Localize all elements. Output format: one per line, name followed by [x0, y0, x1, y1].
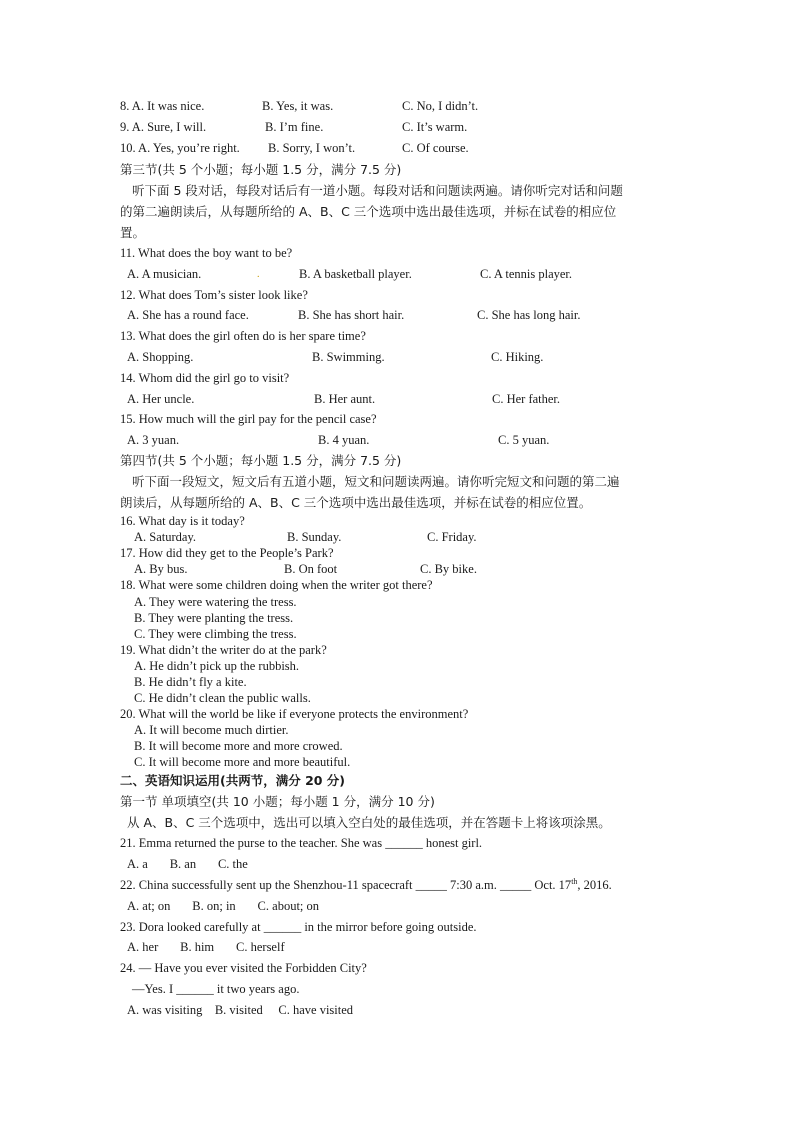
q14-option-b: B. Her aunt.	[314, 392, 376, 406]
q24-options: A. was visiting B. visited C. have visited	[127, 1003, 354, 1017]
part2-section1-title: 第一节 单项填空(共 10 小题；每小题 1 分，满分 10 分)	[120, 794, 435, 809]
q16-option-c: C. Friday.	[427, 530, 477, 544]
q20-question: 20. What will the world be like if everyone protects the environment?	[120, 707, 469, 721]
q11-question: 11. What does the boy want to be?	[120, 246, 293, 260]
q22-question-text: 22. China successfully sent up the Shenzhou-11 spacecraft _____ 7:30 a.m. _____ Oct. 17	[120, 878, 572, 892]
q10-option-c: C. Of course.	[402, 141, 469, 155]
q17-question: 17. How did they get to the People’s Park?	[120, 546, 334, 560]
part2-title: 二、英语知识运用(共两节，满分 20 分)	[120, 773, 346, 788]
q15-option-c: C. 5 yuan.	[498, 433, 550, 447]
q20-option-a: A. It will become much dirtier.	[134, 723, 289, 737]
section3-instructions-line1: 听下面 5 段对话，每段对话后有一道小题。每段对话和问题读两遍。请你听完对话和问题	[132, 183, 623, 198]
q15-option-a: A. 3 yuan.	[127, 433, 180, 447]
q22-question	[120, 877, 612, 893]
q17-option-c: C. By bike.	[420, 562, 477, 576]
section3-instructions-line3: 置。	[120, 225, 146, 240]
q18-option-b: B. They were planting the tress.	[134, 611, 294, 625]
q14-question: 14. Whom did the girl go to visit?	[120, 371, 290, 385]
q19-option-a: A. He didn’t pick up the rubbish.	[134, 659, 300, 673]
q21-question: 21. Emma returned the purse to the teacher. She was ______ honest girl.	[120, 836, 483, 850]
q9-option-c: C. It’s warm.	[402, 120, 468, 134]
q14-option-c: C. Her father.	[492, 392, 561, 406]
q11-option-c: C. A tennis player.	[480, 267, 573, 281]
q13-option-b: B. Swimming.	[312, 350, 385, 364]
q18-option-a: A. They were watering the tress.	[134, 595, 297, 609]
q20-option-b: B. It will become more and more crowed.	[134, 739, 343, 753]
q13-option-c: C. Hiking.	[491, 350, 544, 364]
q16-question: 16. What day is it today?	[120, 514, 245, 528]
q9-option-a: 9. A. Sure, I will.	[120, 120, 207, 134]
q16-option-a: A. Saturday.	[134, 530, 197, 544]
q22-question-tail: , 2016.	[577, 878, 612, 892]
q22-options: A. at; on B. on; in C. about; on	[127, 899, 320, 913]
q8-option-c: C. No, I didn’t.	[402, 99, 479, 113]
q21-options: A. a B. an C. the	[127, 857, 248, 871]
q24-question: 24. — Have you ever visited the Forbidden City?	[120, 961, 367, 975]
q12-option-a: A. She has a round face.	[127, 308, 249, 322]
q23-question: 23. Dora looked carefully at ______ in the mirror before going outside.	[120, 920, 477, 934]
q17-option-a: A. By bus.	[134, 562, 188, 576]
q8-option-b: B. Yes, it was.	[262, 99, 334, 113]
q20-option-c: C. It will become more and more beautiful.	[134, 755, 351, 769]
q24-dialogue-answer: —Yes. I ______ it two years ago.	[132, 982, 300, 996]
q18-question: 18. What were some children doing when the writer got there?	[120, 578, 433, 592]
section4-title: 第四节(共 5 个小题；每小题 1.5 分，满分 7.5 分)	[120, 453, 402, 468]
q18-option-c: C. They were climbing the tress.	[134, 627, 297, 641]
q13-question: 13. What does the girl often do is her spare time?	[120, 329, 366, 343]
q16-option-b: B. Sunday.	[287, 530, 342, 544]
section3-instructions-line2: 的第二遍朗读后，从每题所给的 A、B、C 三个选项中选出最佳选项，并标在试卷的相应位	[120, 204, 617, 219]
section4-instructions-line2: 朗读后，从每题所给的 A、B、C 三个选项中选出最佳选项，并标在试卷的相应位置。	[120, 495, 592, 510]
q13-option-a: A. Shopping.	[127, 350, 194, 364]
part2-section1-instructions: 从 A、B、C 三个选项中，选出可以填入空白处的最佳选项，并在答题卡上将该项涂黑。	[127, 815, 611, 830]
q17-option-b: B. On foot	[284, 562, 338, 576]
q22-superscript: th	[571, 876, 578, 886]
section4-instructions-line1: 听下面一段短文，短文后有五道小题，短文和问题读两遍。请你听完短文和问题的第二遍	[132, 474, 620, 489]
q8-option-a: 8. A. It was nice.	[120, 99, 205, 113]
q12-question: 12. What does Tom’s sister look like?	[120, 288, 308, 302]
q12-option-c: C. She has long hair.	[477, 308, 581, 322]
q15-option-b: B. 4 yuan.	[318, 433, 370, 447]
section3-title: 第三节(共 5 个小题；每小题 1.5 分，满分 7.5 分)	[120, 162, 402, 177]
q12-option-b: B. She has short hair.	[298, 308, 405, 322]
q11-option-a: A. A musician.	[127, 267, 202, 281]
q11-option-b: B. A basketball player.	[299, 267, 412, 281]
q23-options: A. her B. him C. herself	[127, 940, 285, 954]
q15-question: 15. How much will the girl pay for the pencil case?	[120, 412, 377, 426]
stray-mark: .	[257, 269, 260, 280]
q19-option-c: C. He didn’t clean the public walls.	[134, 691, 311, 705]
q10-option-b: B. Sorry, I won’t.	[268, 141, 356, 155]
q10-option-a: 10. A. Yes, you’re right.	[120, 141, 240, 155]
q14-option-a: A. Her uncle.	[127, 392, 195, 406]
q19-option-b: B. He didn’t fly a kite.	[134, 675, 247, 689]
q19-question: 19. What didn’t the writer do at the park?	[120, 643, 327, 657]
q9-option-b: B. I’m fine.	[265, 120, 324, 134]
